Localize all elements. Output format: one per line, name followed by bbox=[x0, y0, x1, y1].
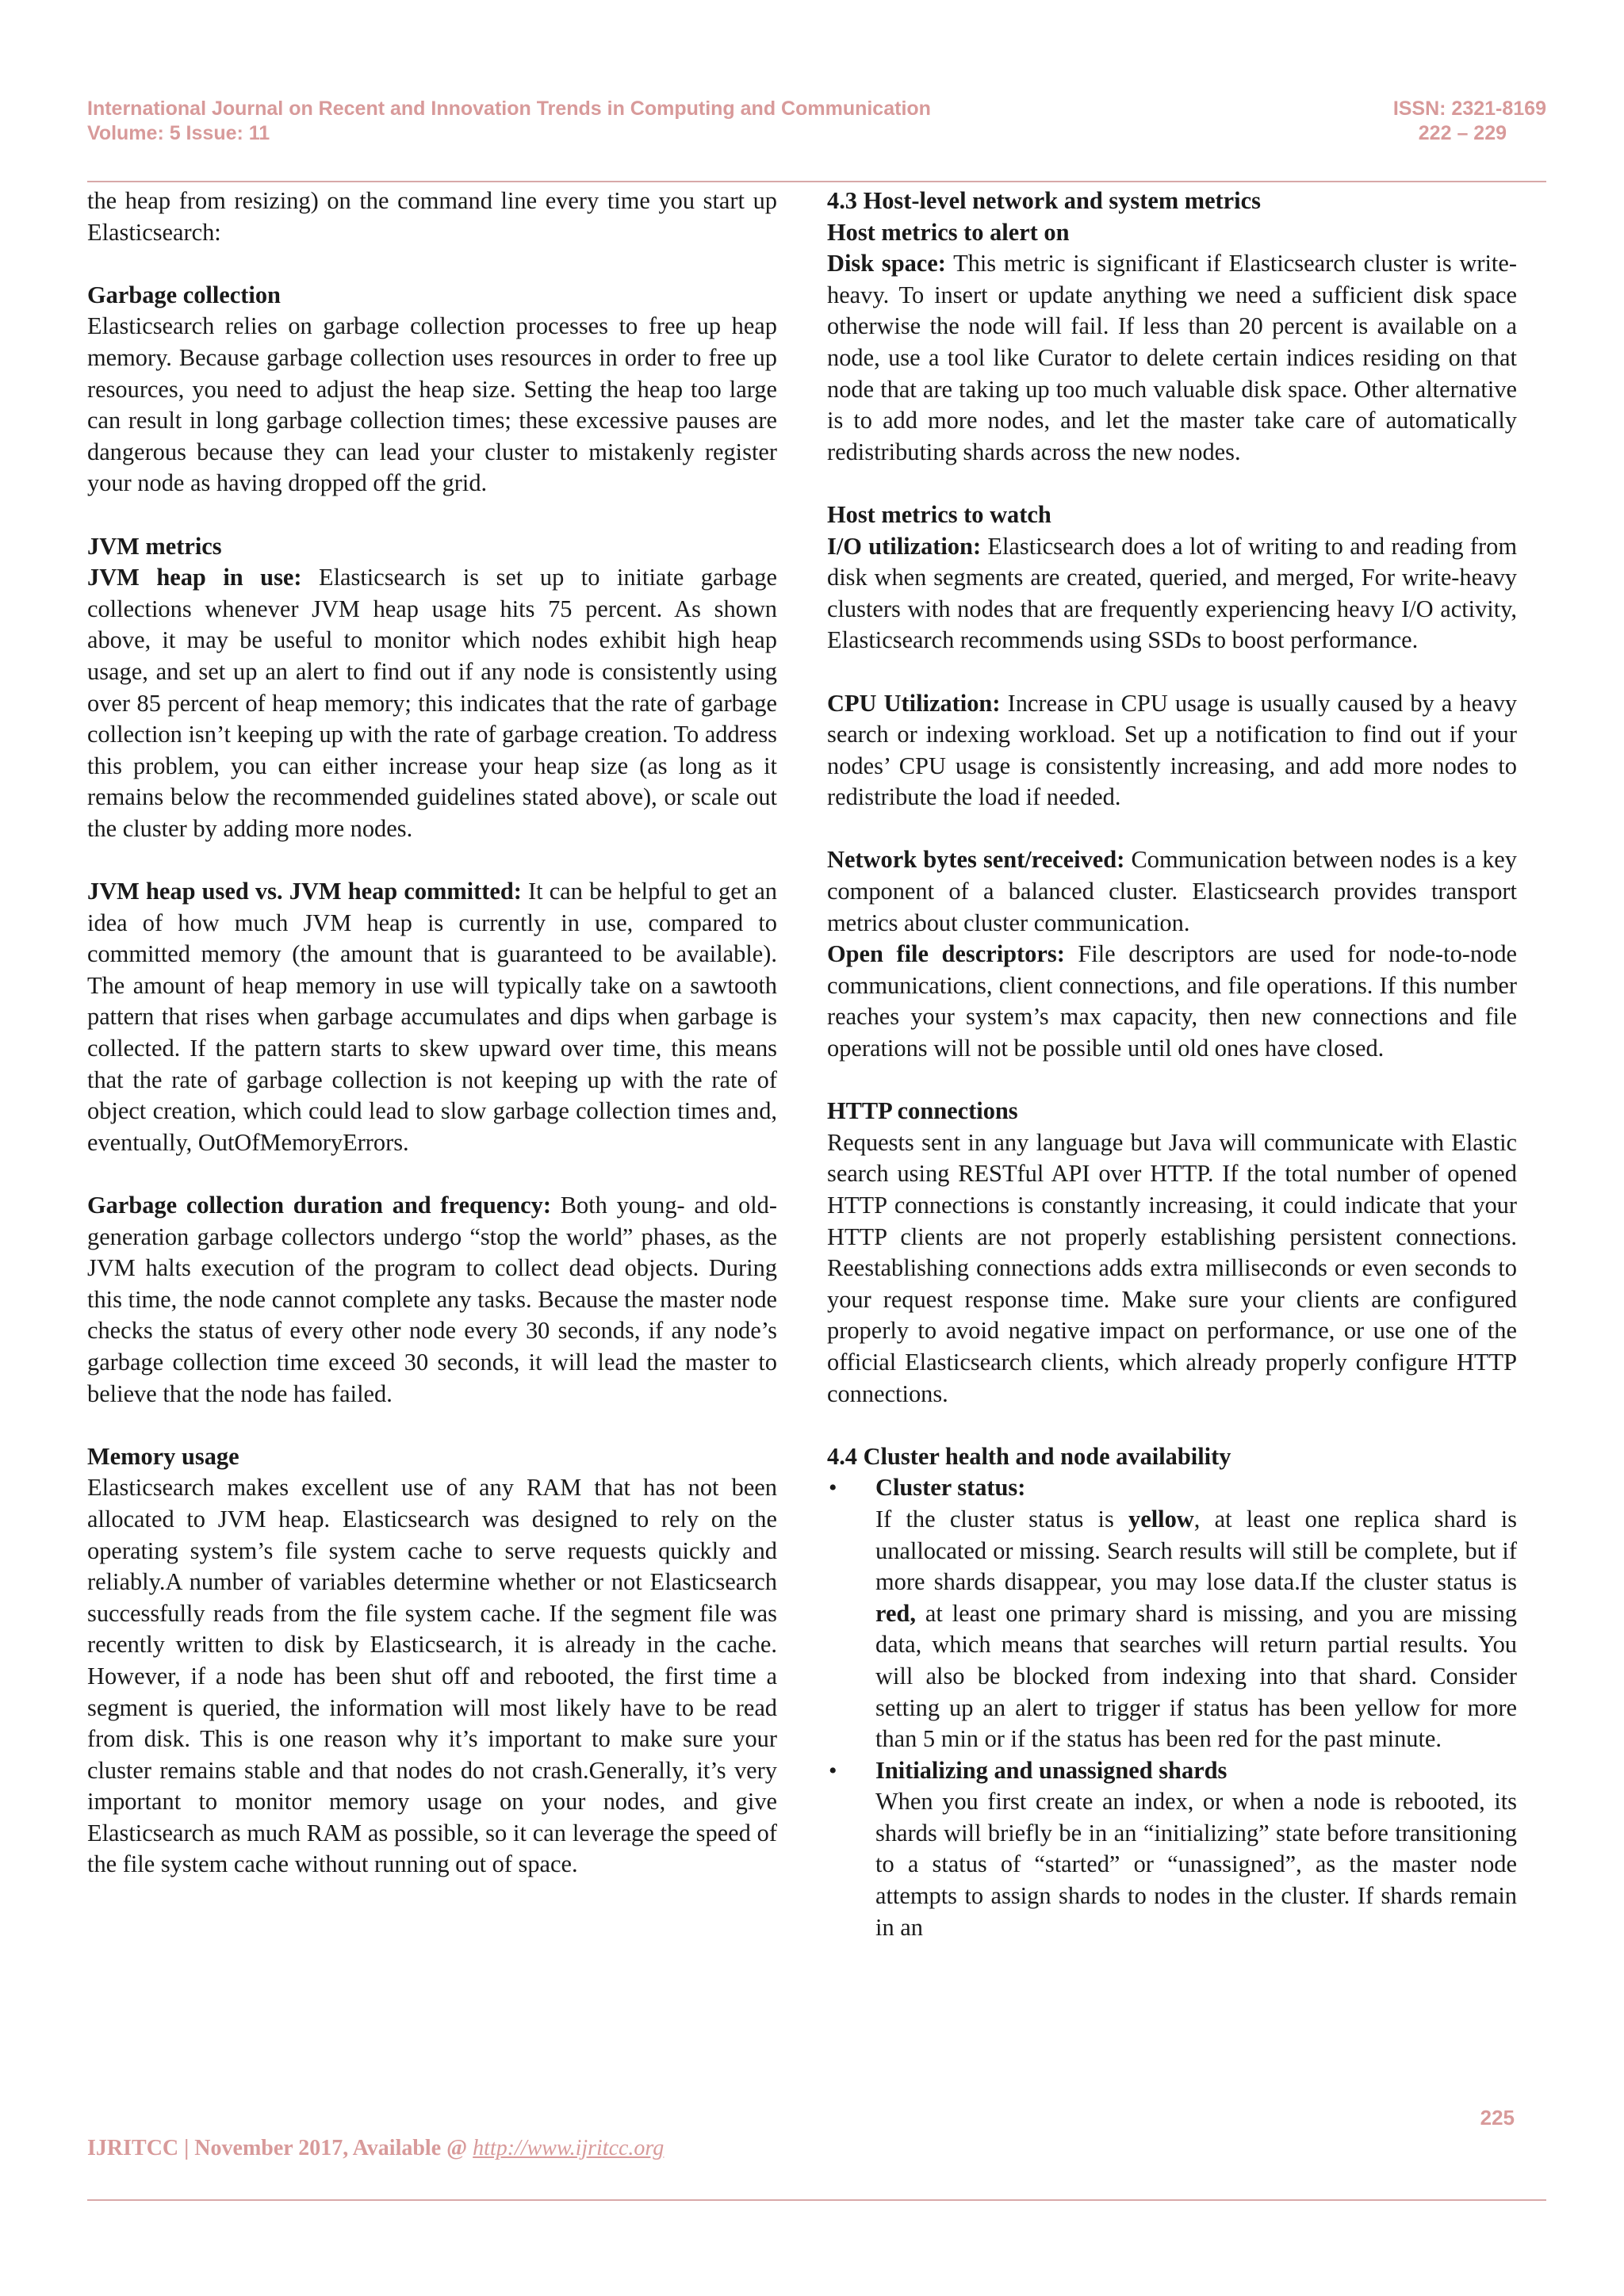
bullet-title: Initializing and unassigned shards bbox=[875, 1756, 1228, 1784]
paragraph bbox=[827, 939, 1517, 1064]
paragraph: the heap from resizing) on the command line every time you start up Elasticsearch: bbox=[87, 187, 777, 246]
term-text: Both young- and old-generation garbage collectors undergo “stop the world” phases, as the JVM halts execution of the program to collect dead objects. During this time, the node cannot complete any tasks. Because the master node checks the status of every other node every 30 seconds, if any node’s garbage collection time exceed 30 seconds, it will lead the master to believe that the node has failed. bbox=[87, 1192, 777, 1407]
section-heading: 4.3 Host-level network and system metrics bbox=[827, 187, 1261, 214]
section-heading: Memory usage bbox=[87, 1442, 239, 1470]
paragraph bbox=[875, 1504, 1517, 1755]
emphasis: red, bbox=[875, 1599, 916, 1627]
text-run: at least one primary shard is missing, and you are missing data, which means that searches will return partial results. You will also be blocked from indexing into that shard. Consider setting up an alert to trigger if status has been yellow for more than 5 min or if the status has been red for the past minute. bbox=[875, 1599, 1517, 1753]
section-heading: JVM metrics bbox=[87, 532, 222, 560]
right-column bbox=[827, 186, 1517, 1943]
term-text: It can be helpful to get an idea of how much JVM heap is currently in use, compared to committed memory (the amount that is guaranteed to be available). The amount of heap memory in use will typically take on a sawtooth pattern that rises when garbage accumulates and dips when garbage is collected. If the pattern starts to skew upward over time, this means that the rate of garbage collection is not keeping up with the rate of object creation, which could lead to slow garbage collection times and, eventually, OutOfMemoryErrors. bbox=[87, 878, 778, 1156]
volume-issue: Volume: 5 Issue: 11 bbox=[87, 122, 270, 144]
footer-link[interactable]: http://www.ijritcc.org bbox=[473, 2136, 665, 2160]
issn: ISSN: 2321-8169 bbox=[1392, 98, 1546, 120]
header-divider bbox=[87, 181, 1546, 182]
page-number: 225 bbox=[1480, 2106, 1515, 2130]
emphasis: yellow bbox=[1128, 1505, 1194, 1533]
term-text: Elasticsearch is set up to initiate garbage collections whenever JVM heap usage hits 75 percent. As shown above, it may be useful to monitor which nodes exhibit high heap usage, and set up an alert to find out if any node is consistently using over 85 percent of heap memory; this indicates that the rate of garbage collection isn’t keeping up with the rate of garbage creation. To address this problem, you can either increase your heap size (as long as it remains below the recommended guidelines stated above), or scale out the cluster by adding more nodes. bbox=[87, 564, 777, 842]
paragraph bbox=[87, 876, 777, 1158]
text-run: , at least one replica shard is unallocated or missing. Search results will still be complete, but if more shards disappear, you may lose data.If the cluster status is bbox=[875, 1505, 1518, 1596]
term-label: Garbage collection duration and frequency: bbox=[87, 1192, 551, 1219]
left-column bbox=[87, 186, 777, 1881]
term-label: CPU Utilization: bbox=[827, 689, 1001, 717]
subsection-heading: Host metrics to alert on bbox=[827, 218, 1070, 246]
term-text: File descriptors are used for node-to-node communications, client connections, and file operations. If this number reaches your system’s max capacity, then new connections and file operations will not be possible until old ones have closed. bbox=[827, 940, 1518, 1062]
term-text: Communication between nodes is a key component of a balanced cluster. Elasticsearch provides transport metrics about cluster communication. bbox=[827, 846, 1517, 936]
term-text: This metric is significant if Elasticsearch cluster is write-heavy. To insert or update anything we need a sufficient disk space otherwise the node will fail. If less than 20 percent is available on a node, use a tool like Curator to delete certain indices residing on that node that are taking up too much valuable disk space. Other alternative is to add more nodes, and let the master take care of automatically redistributing shards across the new nodes. bbox=[827, 250, 1517, 465]
paragraph: Requests sent in any language but Java will communicate with Elastic search using RESTful API over HTTP. If the total number of opened HTTP connections is constantly increasing, it could indicate that your HTTP clients are not properly establishing persistent connections. Reestablishing connections adds extra milliseconds or even seconds to your request response time. Make sure your clients are configured properly to avoid negative impact on performance, or use one of the official Elasticsearch clients, which already properly configure HTTP connections. bbox=[827, 1128, 1517, 1407]
paragraph bbox=[827, 248, 1517, 468]
journal-title: International Journal on Recent and Innovation Trends in Computing and Communication bbox=[87, 98, 931, 120]
paragraph bbox=[827, 844, 1517, 939]
subsection-heading: Host metrics to watch bbox=[827, 500, 1051, 528]
section-heading: 4.4 Cluster health and node availability bbox=[827, 1442, 1231, 1470]
term-label: I/O utilization: bbox=[827, 532, 982, 560]
term-text: Elasticsearch does a lot of writing to and reading from disk when segments are created, queried, and merged, For write-heavy clusters with nodes that are frequently experiencing heavy I/O activity, Elasticsearch recommends using SSDs to boost performance. bbox=[827, 532, 1517, 654]
paragraph: Elasticsearch makes excellent use of any RAM that has not been allocated to JVM heap. Elasticsearch was designed to rely on the operating system’s file system cache to serve requests quickly and reliably.A number of variables determine whether or not Elasticsearch successfully reads from the file system cache. If the segment file was recently written to disk by Elasticsearch, it is already in the cache. However, if a node has been shut off and rebooted, the first time a segment is queried, the information will most likely have to be read from disk. This is one reason why it’s important to make sure your cluster remains stable and that nodes do not crash.Generally, it’s very important to monitor memory usage on your nodes, and give Elasticsearch as much RAM as possible, so it can leverage the speed of the file system cache without running out of space. bbox=[87, 1474, 777, 1878]
term-label: JVM heap in use: bbox=[87, 564, 302, 591]
bullet-title: Cluster status: bbox=[875, 1474, 1026, 1502]
paragraph: Elasticsearch relies on garbage collection processes to free up heap memory. Because garbage collection uses resources in order to free up resources, you need to adjust the heap size. Setting the heap too large can result in long garbage collection times; these excessive pauses are dangerous because they can lead your cluster to mistakenly register your node as having dropped off the grid. bbox=[87, 312, 777, 497]
paragraph: When you first create an index, or when a node is rebooted, its shards will briefly be in an “initializing” state before transitioning to a status of “started” or “unassigned”, as the master node attempts to assign shards to nodes in the cluster. If shards remain in an bbox=[875, 1788, 1517, 1941]
header-left bbox=[87, 97, 931, 146]
bullet-item bbox=[827, 1755, 1517, 1944]
paragraph bbox=[87, 562, 777, 844]
paragraph bbox=[87, 1190, 777, 1410]
term-label: JVM heap used vs. JVM heap committed: bbox=[87, 878, 522, 905]
term-label: Network bytes sent/received: bbox=[827, 846, 1125, 874]
term-label: Open file descriptors: bbox=[827, 940, 1065, 968]
bullet-icon: • bbox=[829, 1475, 837, 1502]
text-run: If the cluster status is bbox=[875, 1505, 1129, 1533]
bullet-item bbox=[827, 1472, 1517, 1755]
header-right bbox=[1393, 97, 1546, 146]
footer-text: IJRITCC | November 2017, Available @ bbox=[87, 2136, 473, 2160]
page-range: 222 – 229 bbox=[1418, 122, 1507, 144]
bullet-icon: • bbox=[829, 1757, 837, 1784]
paragraph bbox=[827, 531, 1517, 656]
paragraph bbox=[827, 688, 1517, 813]
section-heading: Garbage collection bbox=[87, 281, 281, 308]
term-label: Disk space: bbox=[827, 250, 946, 277]
footer bbox=[87, 2136, 664, 2161]
term-text: Increase in CPU usage is usually caused by a heavy search or indexing workload. Set up a notification to find out if your nodes’ CPU usage is consistently increasing, and add more nodes to redistribute the load if needed. bbox=[827, 689, 1517, 811]
footer-divider bbox=[87, 2199, 1546, 2201]
section-heading: HTTP connections bbox=[827, 1097, 1018, 1125]
